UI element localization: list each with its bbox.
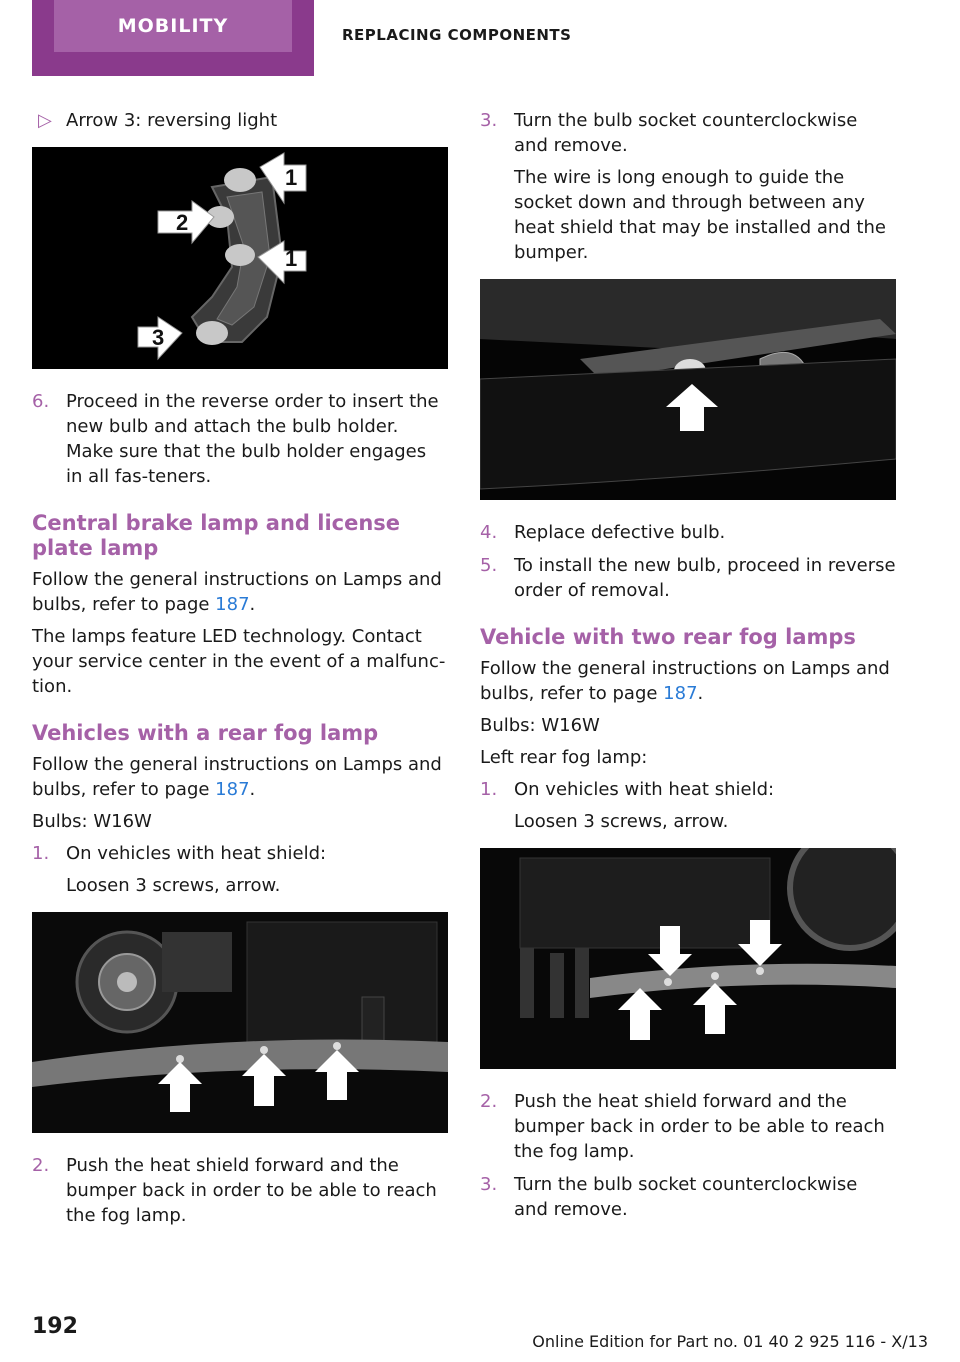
central-led-note: The lamps feature LED technology. Contact your service center in the event of a malfunc‐tion. [32,626,446,697]
callout-2: 2 [176,210,189,235]
step-1: 1. On vehicles with heat shield: Loosen 3 screws, arrow. [32,843,327,896]
step-4: 4. Replace defective bulb. [480,522,726,543]
step-3: 3. Turn the bulb socket counterclockwise and remove. The wire is long enough to guide the socket down and through between any heat shield that may be installed and the bumper. [480,110,886,263]
page-link-187[interactable]: 187 [215,779,250,800]
left-column [32,108,448,1236]
figure-bulb-socket [480,279,896,500]
figure-heat-shield-two-lamps [480,848,896,1069]
figure-heat-shield-screws [32,912,448,1133]
step-5: 5. To install the new bulb, proceed in reverse order of removal. [480,555,896,601]
heading-central-brake-lamp: Central brake lamp and license plate lamp [32,511,401,560]
fog1-general-instructions: Follow the general instructions on Lamps and bulbs, refer to page 187. [32,754,442,800]
page-number: 192 [32,1314,78,1339]
heat-shield-two-lamps-photo [480,848,896,1069]
chapter-tab-label: MOBILITY [54,0,292,52]
bulb-socket-photo [480,279,896,500]
callout-1a: 1 [285,165,298,190]
callout-3: 3 [152,325,165,350]
step-6: 6. Proceed in the reverse order to insert the new bulb and attach the bulb holder. Make sure that the bulb holder engages in all fas‐teners. [32,391,439,487]
r-step-1: 1. On vehicles with heat shield: Loosen 3 screws, arrow. [480,779,775,832]
central-general-instructions: Follow the general instructions on Lamps and bulbs, refer to page 187. [32,569,442,615]
figure-bulb-holder [32,147,448,369]
page-link-187[interactable]: 187 [215,594,250,615]
chapter-tab [32,0,314,76]
fog2-bulbs: Bulbs: W16W [480,715,600,736]
page-link-187[interactable]: 187 [663,683,698,704]
heading-rear-fog-lamp: Vehicles with a rear fog lamp [32,721,379,745]
footer-edition: Online Edition for Part no. 01 40 2 925 116 - X/13 [532,1332,928,1351]
fog1-bulbs: Bulbs: W16W [32,811,152,832]
right-column [480,108,896,1230]
triangle-bullet-icon: ▷ [38,110,52,131]
callout-1b: 1 [285,246,298,271]
heading-two-rear-fog-lamps: Vehicle with two rear fog lamps [480,625,856,649]
r-step-2: 2. Push the heat shield forward and the bumper back in order to be able to reach the fog lamp. [480,1091,885,1162]
r-step-3: 3. Turn the bulb socket counterclockwise and remove. [480,1174,858,1220]
step-2: 2. Push the heat shield forward and the bumper back in order to be able to reach the fog lamp. [32,1155,437,1226]
heat-shield-photo [32,912,448,1133]
bulb-holder-illustration [32,147,448,369]
fog2-left-lamp: Left rear fog lamp: [480,747,648,768]
fog2-general-instructions: Follow the general instructions on Lamps and bulbs, refer to page 187. [480,658,890,704]
bullet-arrow3: ▷ Arrow 3: reversing light [0,108,448,133]
section-label: REPLACING COMPONENTS [342,26,572,44]
